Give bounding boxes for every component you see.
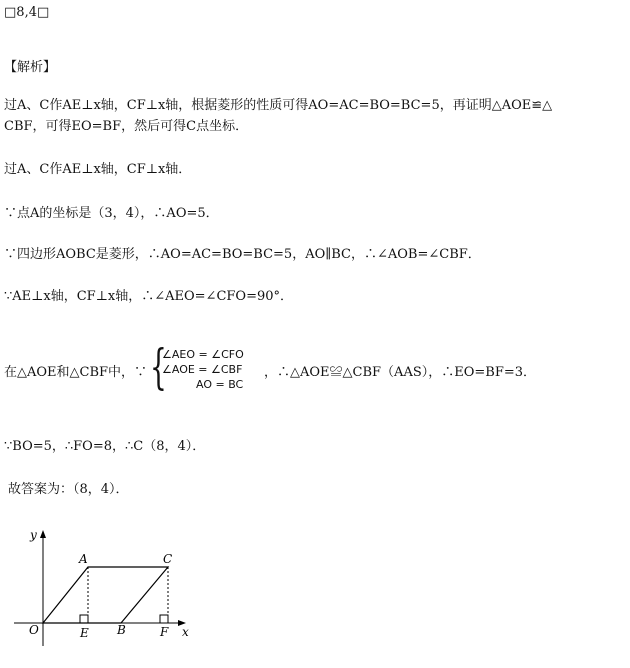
- label-B: B: [117, 623, 126, 637]
- right-angle-F: [160, 615, 168, 623]
- solution-line-3: ∵四边形AOBC是菱形，∴AO=AC=BO=BC=5，AO∥BC，∴∠AOB=∠CBF．: [4, 247, 481, 262]
- section-title: 【解析】: [4, 60, 57, 75]
- label-O: O: [29, 623, 39, 637]
- solution-line-5-prefix: 在△AOE和△CBF中，∵: [4, 365, 148, 380]
- label-A: A: [79, 552, 88, 566]
- rhombus-figure: [0, 520, 210, 650]
- right-angle-E: [80, 615, 88, 623]
- label-y: y: [30, 528, 37, 542]
- label-x: x: [182, 625, 189, 639]
- y-axis-arrow: [40, 530, 46, 538]
- solution-line-2: ∵点A的坐标是（3，4），∴AO=5．: [4, 206, 219, 221]
- label-F: F: [160, 625, 169, 639]
- system-row-1: ∠AEO = ∠CFO: [162, 348, 244, 361]
- left-brace: {: [150, 339, 167, 395]
- equation-system: [150, 339, 262, 395]
- system-row-3: AO = BC: [196, 378, 244, 391]
- analysis-line-2: CBF，可得EO=BF，然后可得C点坐标．: [4, 119, 249, 134]
- answer-header: □8,4□: [4, 5, 50, 20]
- system-row-2: ∠AOE = ∠CBF: [162, 363, 243, 376]
- solution-line-6: ∵BO=5，∴FO=8，∴C（8，4）．: [4, 439, 206, 454]
- solution-line-4: ∵AE⊥x轴，CF⊥x轴，∴∠AEO=∠CFO=90°．: [4, 289, 294, 304]
- solution-line-1: 过A、C作AE⊥x轴，CF⊥x轴．: [4, 162, 192, 177]
- label-E: E: [80, 626, 89, 640]
- answer-line: 故答案为：（8，4）．: [8, 482, 129, 497]
- rhombus-AOBC: [43, 567, 168, 623]
- solution-line-5-suffix: ，∴△AOE≌△CBF（AAS），∴EO=BF=3．: [264, 365, 537, 380]
- analysis-line-1: 过A、C作AE⊥x轴，CF⊥x轴，根据菱形的性质可得AO=AC=BO=BC=5，再证明△AOE≌△: [4, 98, 553, 113]
- label-C: C: [163, 552, 173, 566]
